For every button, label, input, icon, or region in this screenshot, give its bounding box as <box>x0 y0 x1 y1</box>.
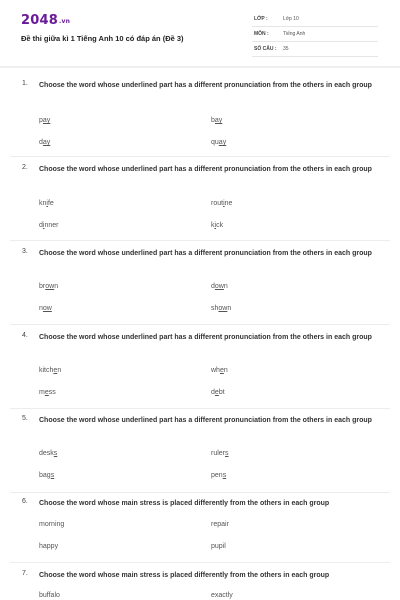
underlined-part: ow <box>218 305 228 312</box>
option-b[interactable] <box>211 367 228 374</box>
option-text: nner <box>44 222 59 229</box>
option-text: d <box>39 139 43 146</box>
option-text: repair <box>211 521 229 528</box>
option-text: morning <box>39 521 65 528</box>
question-number: 2. <box>22 164 28 171</box>
option-text: happy <box>39 543 59 550</box>
question-text: Choose the word whose main stress is placed differently from the others in each group <box>39 500 330 507</box>
question-text: Choose the word whose underlined part has a different pronunciation from the others in each group <box>39 417 372 424</box>
option-text: bag <box>39 472 51 479</box>
question-text: Choose the word whose underlined part has a different pronunciation from the others in each group <box>39 166 372 173</box>
option-b[interactable] <box>211 117 222 124</box>
question-number: 7. <box>22 570 28 577</box>
option-text: kitch <box>39 367 54 374</box>
option-text: ne <box>224 200 233 207</box>
option-text: d <box>211 283 215 290</box>
option-c[interactable] <box>39 139 50 146</box>
meta-value: Tiếng Anh <box>283 31 306 37</box>
question-divider <box>10 408 390 409</box>
underlined-part: ay <box>42 139 51 146</box>
option-text: n <box>39 305 43 312</box>
option-text: qu <box>211 139 219 146</box>
option-c[interactable] <box>39 472 54 479</box>
option-text: n <box>223 367 228 374</box>
underlined-part: e <box>44 389 49 396</box>
question-divider <box>10 562 390 563</box>
option-text: k <box>211 222 215 229</box>
option-b[interactable] <box>211 450 229 457</box>
option-d[interactable] <box>211 139 226 146</box>
question-divider <box>10 240 390 241</box>
option-text: bt <box>218 389 225 396</box>
underlined-part: e <box>214 389 219 396</box>
underlined-part: ay <box>42 117 51 124</box>
exam-meta <box>252 13 378 58</box>
option-text: p <box>39 117 43 124</box>
question-number: 4. <box>22 332 28 339</box>
question-number: 5. <box>22 415 28 422</box>
option-a[interactable] <box>39 592 60 599</box>
option-text: kn <box>39 200 47 207</box>
header-divider <box>0 66 400 68</box>
question-divider <box>10 156 390 157</box>
option-c[interactable] <box>39 389 56 396</box>
underlined-part: ay <box>218 139 227 146</box>
option-text: buffalo <box>39 592 60 599</box>
question-text: Choose the word whose underlined part has a different pronunciation from the others in each group <box>39 334 372 341</box>
option-text: n <box>54 283 59 290</box>
option-d[interactable] <box>211 222 223 229</box>
underlined-part: ow <box>214 283 224 290</box>
meta-row-class <box>252 13 378 27</box>
option-text: fe <box>47 200 54 207</box>
underlined-part: i <box>42 222 45 229</box>
meta-row-question-count <box>252 43 378 57</box>
question-divider <box>10 492 390 493</box>
question-text: Choose the word whose underlined part has a different pronunciation from the others in each group <box>39 250 372 257</box>
question-number: 3. <box>22 248 28 255</box>
site-logo[interactable] <box>21 13 70 28</box>
option-text: b <box>211 117 215 124</box>
option-text: ss <box>48 389 56 396</box>
option-b[interactable] <box>211 592 233 599</box>
option-a[interactable] <box>39 521 64 528</box>
meta-row-subject <box>252 28 378 42</box>
option-text: wh <box>211 367 220 374</box>
meta-key: MÔN : <box>254 31 269 37</box>
underlined-part: ay <box>214 117 223 124</box>
option-text: ck <box>216 222 224 229</box>
option-text: rout <box>211 200 224 207</box>
underlined-part: i <box>46 200 48 207</box>
underlined-part: ow <box>45 283 55 290</box>
option-b[interactable] <box>211 521 229 528</box>
option-d[interactable] <box>211 472 226 479</box>
underlined-part: s <box>225 450 229 457</box>
option-c[interactable] <box>39 305 52 312</box>
option-c[interactable] <box>39 543 58 550</box>
option-d[interactable] <box>211 305 231 312</box>
option-text: desk <box>39 450 54 457</box>
question-number: 1. <box>22 80 28 87</box>
underlined-part: ow <box>42 305 52 312</box>
option-a[interactable] <box>39 200 54 207</box>
option-text: d <box>39 222 43 229</box>
meta-key: LỚP : <box>254 16 268 22</box>
option-c[interactable] <box>39 222 58 229</box>
underlined-part: e <box>53 367 58 374</box>
option-text: n <box>223 283 228 290</box>
option-text: n <box>57 367 62 374</box>
option-text: exactly <box>211 592 233 599</box>
question-number: 6. <box>22 498 28 505</box>
option-text: n <box>227 305 232 312</box>
option-text: sh <box>211 305 219 312</box>
option-a[interactable] <box>39 117 50 124</box>
question-divider <box>10 324 390 325</box>
underlined-part: s <box>222 472 227 479</box>
underlined-part: s <box>53 450 58 457</box>
option-text: br <box>39 283 46 290</box>
option-b[interactable] <box>211 283 228 290</box>
question-text: Choose the word whose main stress is placed differently from the others in each group <box>39 572 330 579</box>
page-header <box>0 0 400 68</box>
option-text: pen <box>211 472 223 479</box>
option-d[interactable] <box>211 389 225 396</box>
option-text: ruler <box>211 450 226 457</box>
option-text: m <box>39 389 45 396</box>
meta-value: 35 <box>283 46 289 52</box>
logo-text: 2048 <box>21 13 58 28</box>
logo-suffix: .vn <box>58 18 71 25</box>
option-text: pupil <box>211 543 226 550</box>
meta-value: Lớp 10 <box>283 16 299 22</box>
document-title: Đề thi giữa kì 1 Tiếng Anh 10 có đáp án (Đề 3) <box>21 34 184 43</box>
option-d[interactable] <box>211 543 226 550</box>
underlined-part: i <box>223 200 225 207</box>
option-a[interactable] <box>39 450 57 457</box>
question-text: Choose the word whose underlined part has a different pronunciation from the others in each group <box>39 82 372 89</box>
underlined-part: s <box>50 472 55 479</box>
meta-key: SỐ CÂU : <box>254 46 277 52</box>
option-text: d <box>211 389 215 396</box>
underlined-part: i <box>214 222 217 229</box>
option-a[interactable] <box>39 367 61 374</box>
option-b[interactable] <box>211 200 232 207</box>
option-a[interactable] <box>39 283 58 290</box>
underlined-part: e <box>219 367 224 374</box>
